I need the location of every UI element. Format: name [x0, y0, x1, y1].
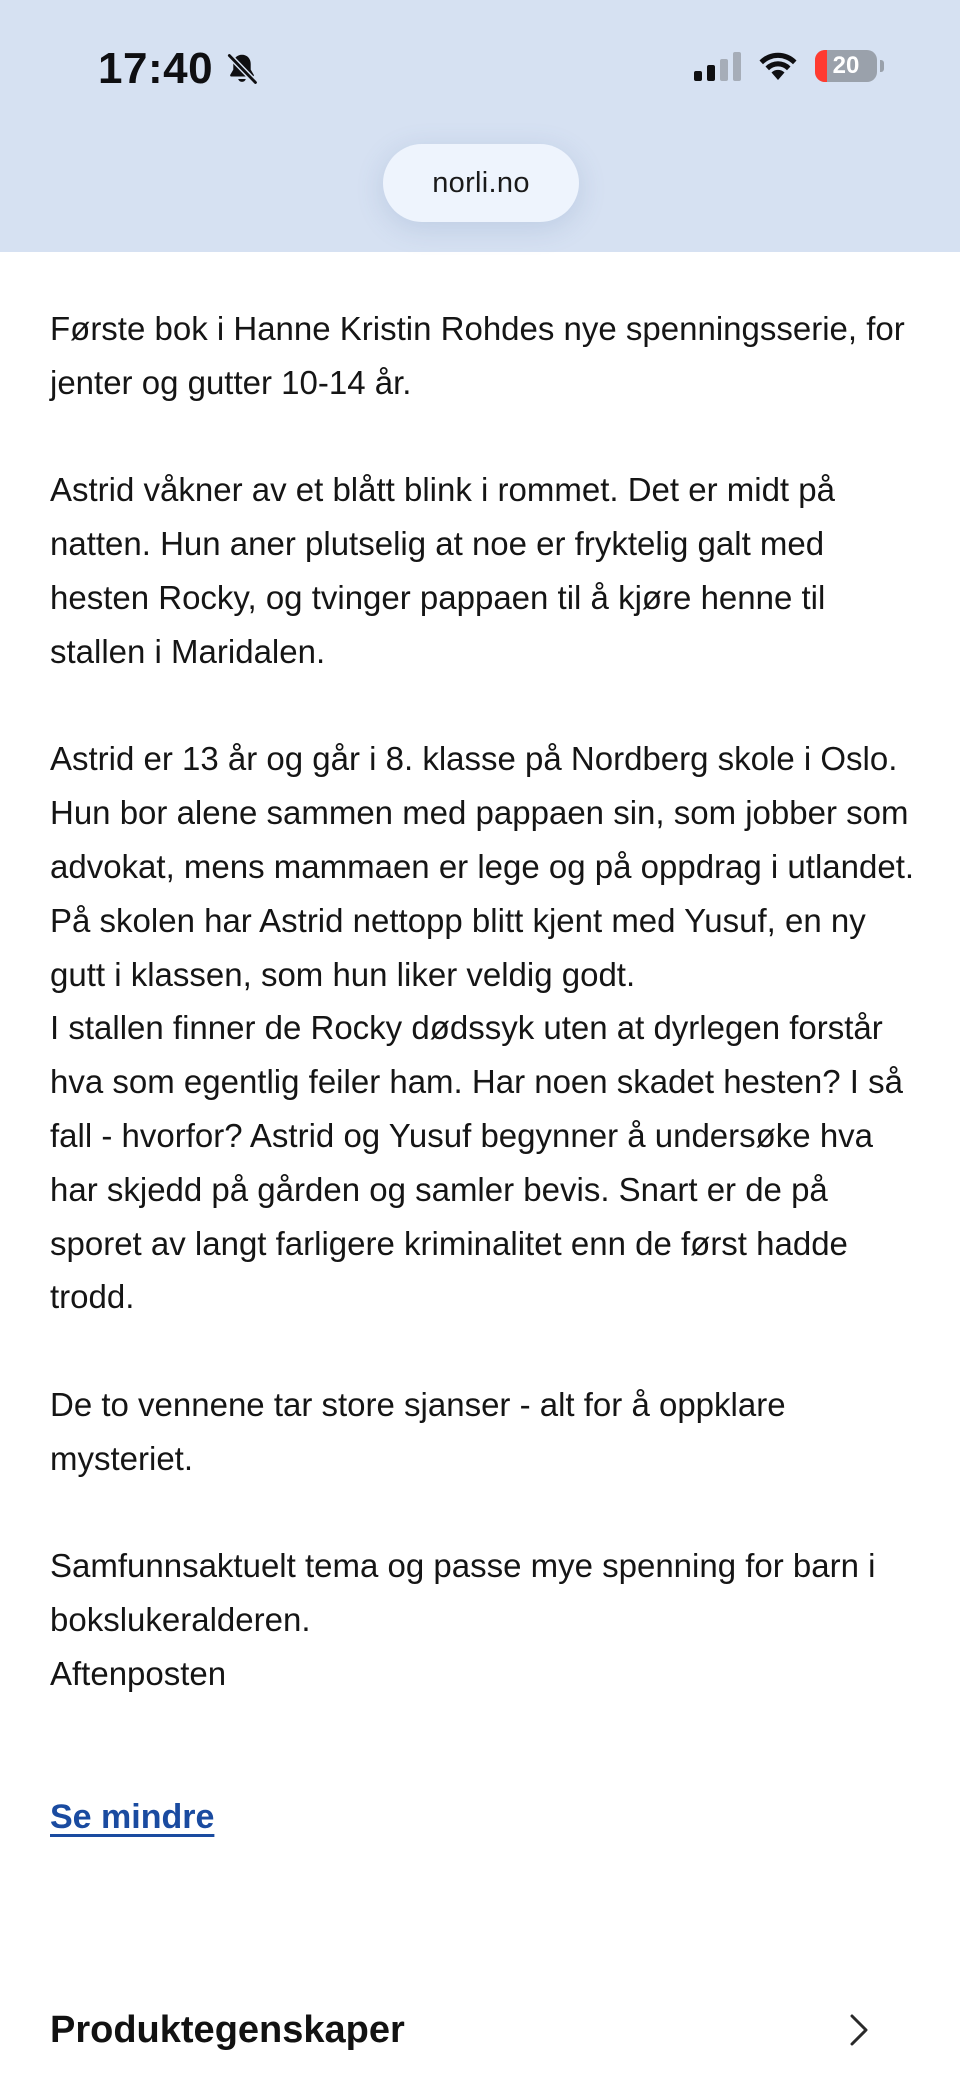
description-paragraph: I stallen finner de Rocky dødssyk uten at dyrlegen forstår hva som egentlig feiler ham. Har noen skadet hesten? I så fall - hvorfor? Astrid og Yusuf begynner å undersøke hva har skjedd på gården og samler bevis. Snart er de på sporet av langt farligere kriminalitet enn de først hadde trodd.: [50, 1009, 903, 1316]
description-paragraph: Astrid er 13 år og går i 8. klasse på Nordberg skole i Oslo. Hun bor alene sammen med pappaen sin, som jobber som advokat, mens mammaen er lege og på oppdrag i utlandet. På skolen har Astrid nettopp blitt kjent med Yusuf, en ny gutt i klassen, som hun liker veldig godt.: [50, 740, 915, 993]
description-source: Aftenposten: [50, 1654, 227, 1692]
status-clock: [98, 44, 261, 94]
battery-fill: [815, 50, 827, 82]
chevron-right-icon: [848, 2012, 870, 2048]
description-paragraph: Første bok i Hanne Kristin Rohdes nye spenningsserie, for jenter og gutter 10-14 år.: [50, 310, 905, 401]
description-paragraph: Astrid våkner av et blått blink i rommet. Det er midt på natten. Hun aner plutselig at noe er fryktelig galt med hesten Rocky, og tvinger pappaen til å kjøre henne til stallen i Maridalen.: [50, 471, 835, 670]
status-indicators: [694, 50, 884, 82]
browser-header: [0, 0, 960, 252]
battery-level: 20: [832, 52, 860, 79]
address-bar-url: norli.no: [432, 166, 530, 199]
product-description: [50, 302, 920, 1701]
status-time-text: 17:40: [98, 44, 214, 93]
see-less-link[interactable]: Se mindre: [50, 1798, 215, 1836]
product-properties-title: Produktegenskaper: [50, 2008, 405, 2051]
description-paragraph: Samfunnsaktuelt tema og passe mye spenning for barn i bokslukeralderen.: [50, 1547, 876, 1639]
product-properties-row[interactable]: [50, 1998, 870, 2062]
description-paragraph: De to vennene tar store sjanser - alt for å oppklare mysteriet.: [50, 1385, 786, 1477]
wifi-icon: [757, 51, 799, 81]
bell-slash-icon: [223, 50, 261, 88]
battery-icon: [815, 50, 877, 82]
cellular-signal-icon: [694, 51, 741, 81]
address-bar[interactable]: [383, 144, 579, 222]
